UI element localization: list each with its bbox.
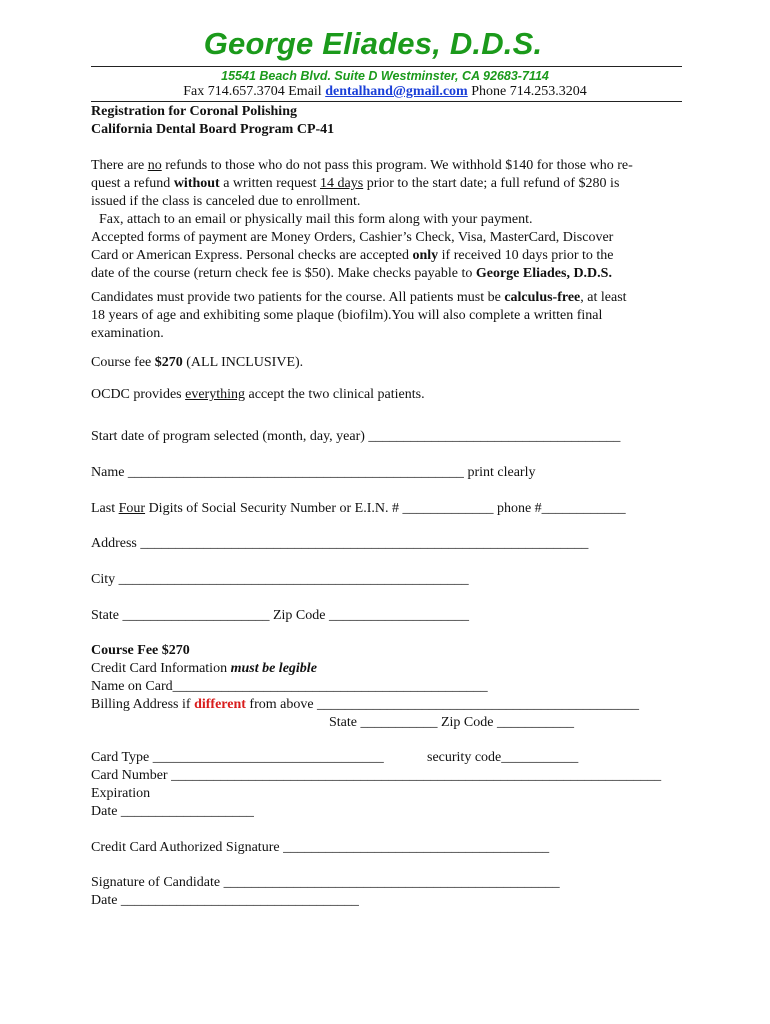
policy-line-6: Card or American Express. Personal checks are accepted only if received 10 days prior to the: [91, 248, 614, 263]
contact-line: [0, 84, 770, 100]
address-field[interactable]: Address ________________________________________________________________: [91, 536, 589, 551]
policy-line-4: Fax, attach to an email or physically mail this form along with your payment.: [99, 212, 533, 227]
candidates-line-2: 18 years of age and exhibiting some plaque (biofilm).You will also complete a written final: [91, 308, 603, 323]
name-field[interactable]: Name ________________________________________________ print clearly: [91, 465, 536, 480]
security-code-field[interactable]: security code___________: [427, 750, 579, 765]
policy-line-7: date of the course (return check fee is $50). Make checks payable to George Eliades, D.D.S.: [91, 266, 612, 281]
form-heading-1: Registration for Coronal Polishing: [91, 104, 297, 119]
signature-date-field[interactable]: Date __________________________________: [91, 893, 359, 908]
city-field[interactable]: City __________________________________________________: [91, 572, 469, 587]
payment-course-fee: Course Fee $270: [91, 643, 190, 658]
header-rule-top: [91, 66, 682, 67]
candidate-signature-field[interactable]: Signature of Candidate ________________________________________________: [91, 875, 560, 890]
fax-text: Fax 714.657.3704 Email: [183, 84, 322, 99]
card-number-field[interactable]: Card Number ______________________________________________________________________: [91, 768, 662, 783]
policy-line-3: issued if the class is canceled due to enrollment.: [91, 194, 361, 209]
expiration-label: Expiration: [91, 786, 151, 801]
phone-text: Phone 714.253.3204: [471, 84, 587, 99]
candidates-line-3: examination.: [91, 326, 164, 341]
practice-address: 15541 Beach Blvd. Suite D Westminster, CA 92683-7114: [221, 69, 549, 83]
state-zip-field[interactable]: State _____________________ Zip Code ____________________: [91, 608, 469, 623]
policy-line-2: quest a refund without a written request 14 days prior to the start date; a full refund of $280 is: [91, 176, 620, 191]
ssn-phone-field[interactable]: Last Four Digits of Social Security Number or E.I.N. # _____________ phone #____________: [91, 501, 626, 516]
policy-line-1: There are no refunds to those who do not pass this program. We withhold $140 for those who re-: [91, 158, 633, 173]
billing-address-field[interactable]: Billing Address if different from above ______________________________________________: [91, 697, 640, 712]
billing-state-zip-field[interactable]: State ___________ Zip Code ___________: [329, 715, 574, 730]
cc-authorized-signature-field[interactable]: Credit Card Authorized Signature ______________________________________: [91, 840, 550, 855]
name-on-card-field[interactable]: Name on Card_____________________________________________: [91, 679, 488, 694]
policy-line-5: Accepted forms of payment are Money Orders, Cashier’s Check, Visa, MasterCard, Discover: [91, 230, 614, 245]
provides-line: OCDC provides everything accept the two clinical patients.: [91, 387, 425, 402]
credit-card-info-label: Credit Card Information must be legible: [91, 661, 317, 676]
candidates-line-1: Candidates must provide two patients for the course. All patients must be calculus-free, at least: [91, 290, 627, 305]
expiration-date-field[interactable]: Date ___________________: [91, 804, 254, 819]
start-date-field[interactable]: Start date of program selected (month, day, year) ____________________________________: [91, 429, 621, 444]
header-rule-bottom: [91, 101, 682, 102]
course-fee-line: Course fee $270 (ALL INCLUSIVE).: [91, 355, 304, 370]
card-type-field[interactable]: Card Type _________________________________: [91, 750, 384, 765]
form-heading-2: California Dental Board Program CP-41: [91, 122, 335, 137]
email-link[interactable]: dentalhand@gmail.com: [325, 84, 468, 99]
practice-name-title: George Eliades, D.D.S.: [203, 26, 543, 61]
